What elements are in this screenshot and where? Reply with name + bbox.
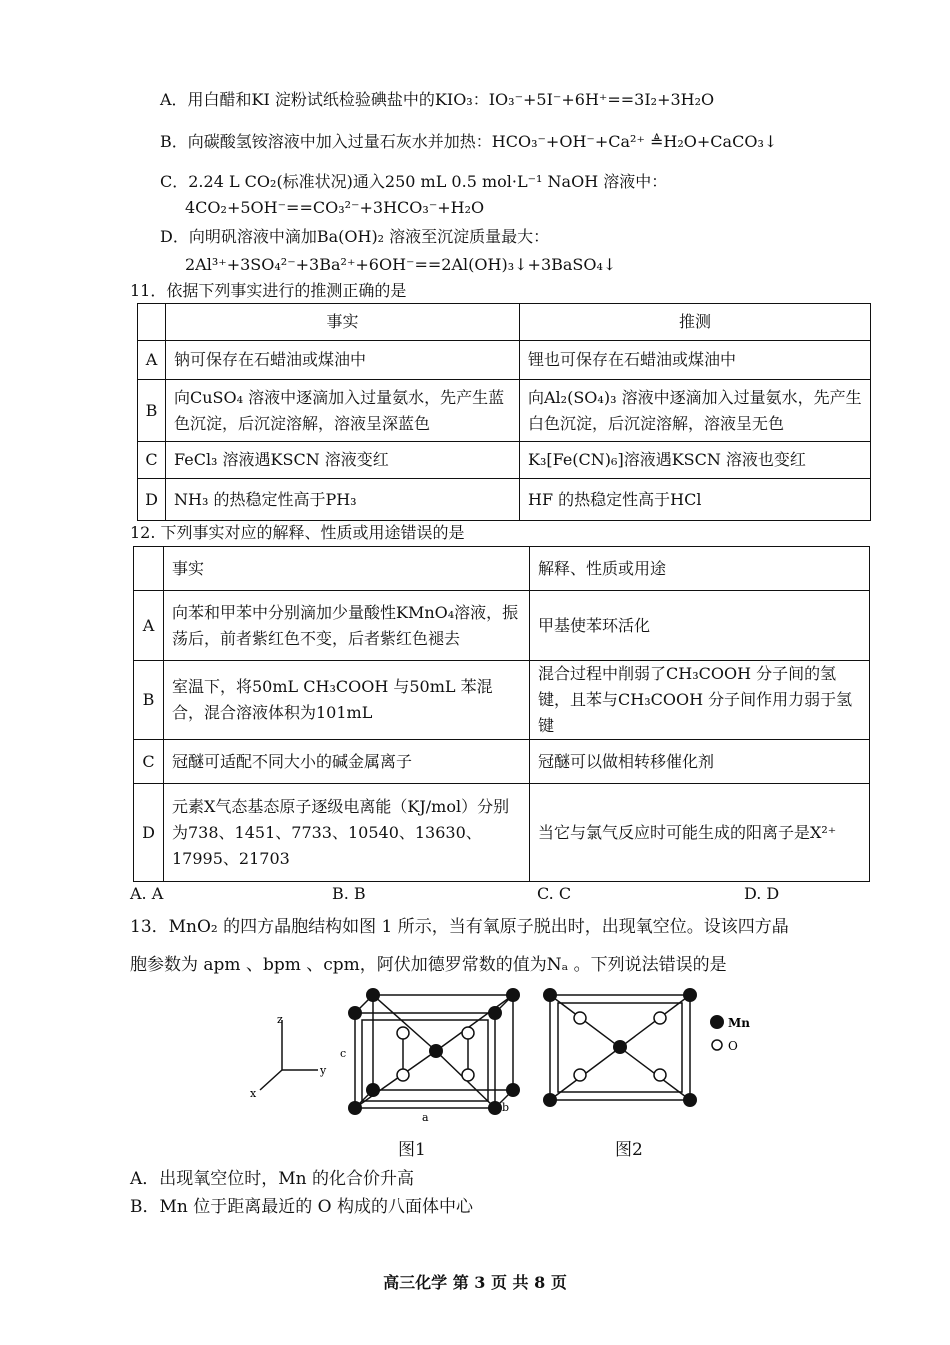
explanation-cell: 混合过程中削弱了CH₃COOH 分子间的氢键，且苯与CH₃COOH 分子间作用力弱于氢键 [530, 661, 870, 740]
q13-option-b: B．Mn 位于距离最近的 O 构成的八面体中心 [130, 1197, 473, 1217]
explanation-cell: 甲基使苯环活化 [530, 591, 870, 661]
row-key: A [134, 591, 164, 661]
q11-table [137, 303, 871, 521]
mn-atom [613, 1040, 627, 1054]
q13-option-a: A．出现氧空位时，Mn 的化合价升高 [130, 1169, 415, 1189]
mn-atom [488, 1006, 502, 1020]
explanation-cell: 当它与氯气反应时可能生成的阳离子是X²⁺ [530, 784, 870, 882]
legend-o-label: O [728, 1039, 738, 1053]
q12-option-b: B. B [332, 884, 366, 903]
explanation-cell: 冠醚可以做相转移催化剂 [530, 740, 870, 784]
row-key: A [138, 341, 166, 380]
legend-mn-label: Mn [728, 1016, 751, 1030]
q10-option-b [160, 131, 777, 153]
q12-option-c: C. C [537, 884, 572, 903]
unit-cell-figure-2 [540, 985, 770, 1125]
o-atom [654, 1012, 666, 1024]
axis-z-label: z [277, 1013, 283, 1026]
row-key: B [134, 661, 164, 740]
guess-cell: HF 的热稳定性高于HCl [520, 479, 871, 521]
edge-a-label: a [422, 1111, 429, 1124]
fact-cell: 向CuSO₄ 溶液中逐滴加入过量氨水，先产生蓝色沉淀，后沉淀溶解，溶液呈深蓝色 [166, 380, 520, 442]
table-row [134, 784, 870, 882]
q13-stem-line2: 胞参数为 apm 、bpm 、cpm，阿伏加德罗常数的值为Nₐ 。下列说法错误的是 [130, 955, 727, 975]
guess-cell: K₃[Fe(CN)₆]溶液遇KSCN 溶液也变红 [520, 442, 871, 479]
edge-b-label: b [502, 1101, 510, 1114]
q13-stem-line1: 13．MnO₂ 的四方晶胞结构如图 1 所示，当有氧原子脱出时，出现氧空位。设该四方晶 [130, 917, 789, 937]
q10-option-c-line1: C．2.24 L CO₂(标准状况)通入250 mL 0.5 mol·L⁻¹ NaOH 溶液中： [160, 172, 668, 191]
fact-cell: 向苯和甲苯中分别滴加少量酸性KMnO₄溶液，振荡后，前者紫红色不变，后者紫红色褪去 [164, 591, 530, 661]
o-atom [462, 1027, 474, 1039]
o-atom [462, 1069, 474, 1081]
table-row [138, 380, 871, 442]
q11-stem: 11．依据下列事实进行的推测正确的是 [130, 281, 407, 300]
mn-atom [506, 1083, 520, 1097]
o-atom [654, 1069, 666, 1081]
axis-y-label: y [320, 1064, 327, 1077]
table-row [138, 442, 871, 479]
mn-atom [366, 988, 380, 1002]
legend-o-symbol [712, 1040, 722, 1050]
table-header: 事实 [166, 304, 520, 341]
axis-x-label: x [250, 1087, 257, 1100]
fact-cell: 室温下，将50mL CH₃COOH 与50mL 苯混合，混合溶液体积为101mL [164, 661, 530, 740]
o-atom [574, 1069, 586, 1081]
mn-atom [543, 1093, 557, 1107]
table-header-blank [138, 304, 166, 341]
table-header: 事实 [164, 547, 530, 591]
q10-option-c-line2: 4CO₂+5OH⁻==CO₃²⁻+3HCO₃⁻+H₂O [185, 198, 485, 217]
row-key: B [138, 380, 166, 442]
table-row [134, 740, 870, 784]
table-header-blank [134, 547, 164, 591]
row-key: D [134, 784, 164, 882]
mn-atom [506, 988, 520, 1002]
figure-2-caption: 图2 [615, 1140, 643, 1160]
page-footer: 高三化学 第 3 页 共 8 页 [383, 1273, 567, 1292]
row-key: C [138, 442, 166, 479]
guess-cell: 向Al₂(SO₄)₃ 溶液中逐滴加入过量氨水，先产生白色沉淀，后沉淀溶解，溶液呈无色 [520, 380, 871, 442]
q10-option-a: A．用白醋和KI 淀粉试纸检验碘盐中的KIO₃：IO₃⁻+5I⁻+6H⁺==3I₂+3H₂O [160, 90, 715, 109]
mn-atom [683, 988, 697, 1002]
q12-stem: 12. 下列事实对应的解释、性质或用途错误的是 [130, 523, 465, 542]
o-atom [574, 1012, 586, 1024]
q10-option-b-right: H₂O+CaCO₃↓ [663, 132, 778, 151]
edge-c-label: c [340, 1047, 347, 1060]
table-row [138, 479, 871, 521]
table-row [134, 661, 870, 740]
q12-option-d: D. D [744, 884, 780, 903]
mn-atom [488, 1101, 502, 1115]
q10-option-d-line1: D．向明矾溶液中滴加Ba(OH)₂ 溶液至沉淀质量最大： [160, 227, 550, 246]
q10-option-b-left: B．向碳酸氢铵溶液中加入过量石灰水并加热：HCO₃⁻+OH⁻+Ca²⁺ [160, 132, 650, 151]
row-key: C [134, 740, 164, 784]
heating-arrow: ≜ [650, 132, 664, 151]
mn-atom [366, 1083, 380, 1097]
fact-cell: 钠可保存在石蜡油或煤油中 [166, 341, 520, 380]
guess-cell: 锂也可保存在石蜡油或煤油中 [520, 341, 871, 380]
legend-mn-symbol [710, 1015, 724, 1029]
figure-1-caption: 图1 [398, 1140, 426, 1160]
table-header: 推测 [520, 304, 871, 341]
q12-table [133, 546, 870, 882]
fact-cell: 冠醚可适配不同大小的碱金属离子 [164, 740, 530, 784]
table-row [138, 341, 871, 380]
o-atom [397, 1069, 409, 1081]
mn-atom [429, 1044, 443, 1058]
mn-atom [683, 1093, 697, 1107]
mn-atom [348, 1006, 362, 1020]
x-axis [260, 1070, 282, 1090]
q12-option-a: A. A [130, 884, 164, 903]
row-key: D [138, 479, 166, 521]
table-header: 解释、性质或用途 [530, 547, 870, 591]
fact-cell: FeCl₃ 溶液遇KSCN 溶液变红 [166, 442, 520, 479]
q10-option-d-line2: 2Al³⁺+3SO₄²⁻+3Ba²⁺+6OH⁻==2Al(OH)₃↓+3BaSO₄↓ [185, 255, 617, 274]
o-atom [397, 1027, 409, 1039]
unit-cell-figure-1 [240, 985, 530, 1125]
fact-cell: 元素X气态基态原子逐级电离能（KJ/mol）分别为738、1451、7733、10540、13630、17995、21703 [164, 784, 530, 882]
fact-cell: NH₃ 的热稳定性高于PH₃ [166, 479, 520, 521]
mn-atom [348, 1101, 362, 1115]
table-row [134, 591, 870, 661]
mn-atom [543, 988, 557, 1002]
